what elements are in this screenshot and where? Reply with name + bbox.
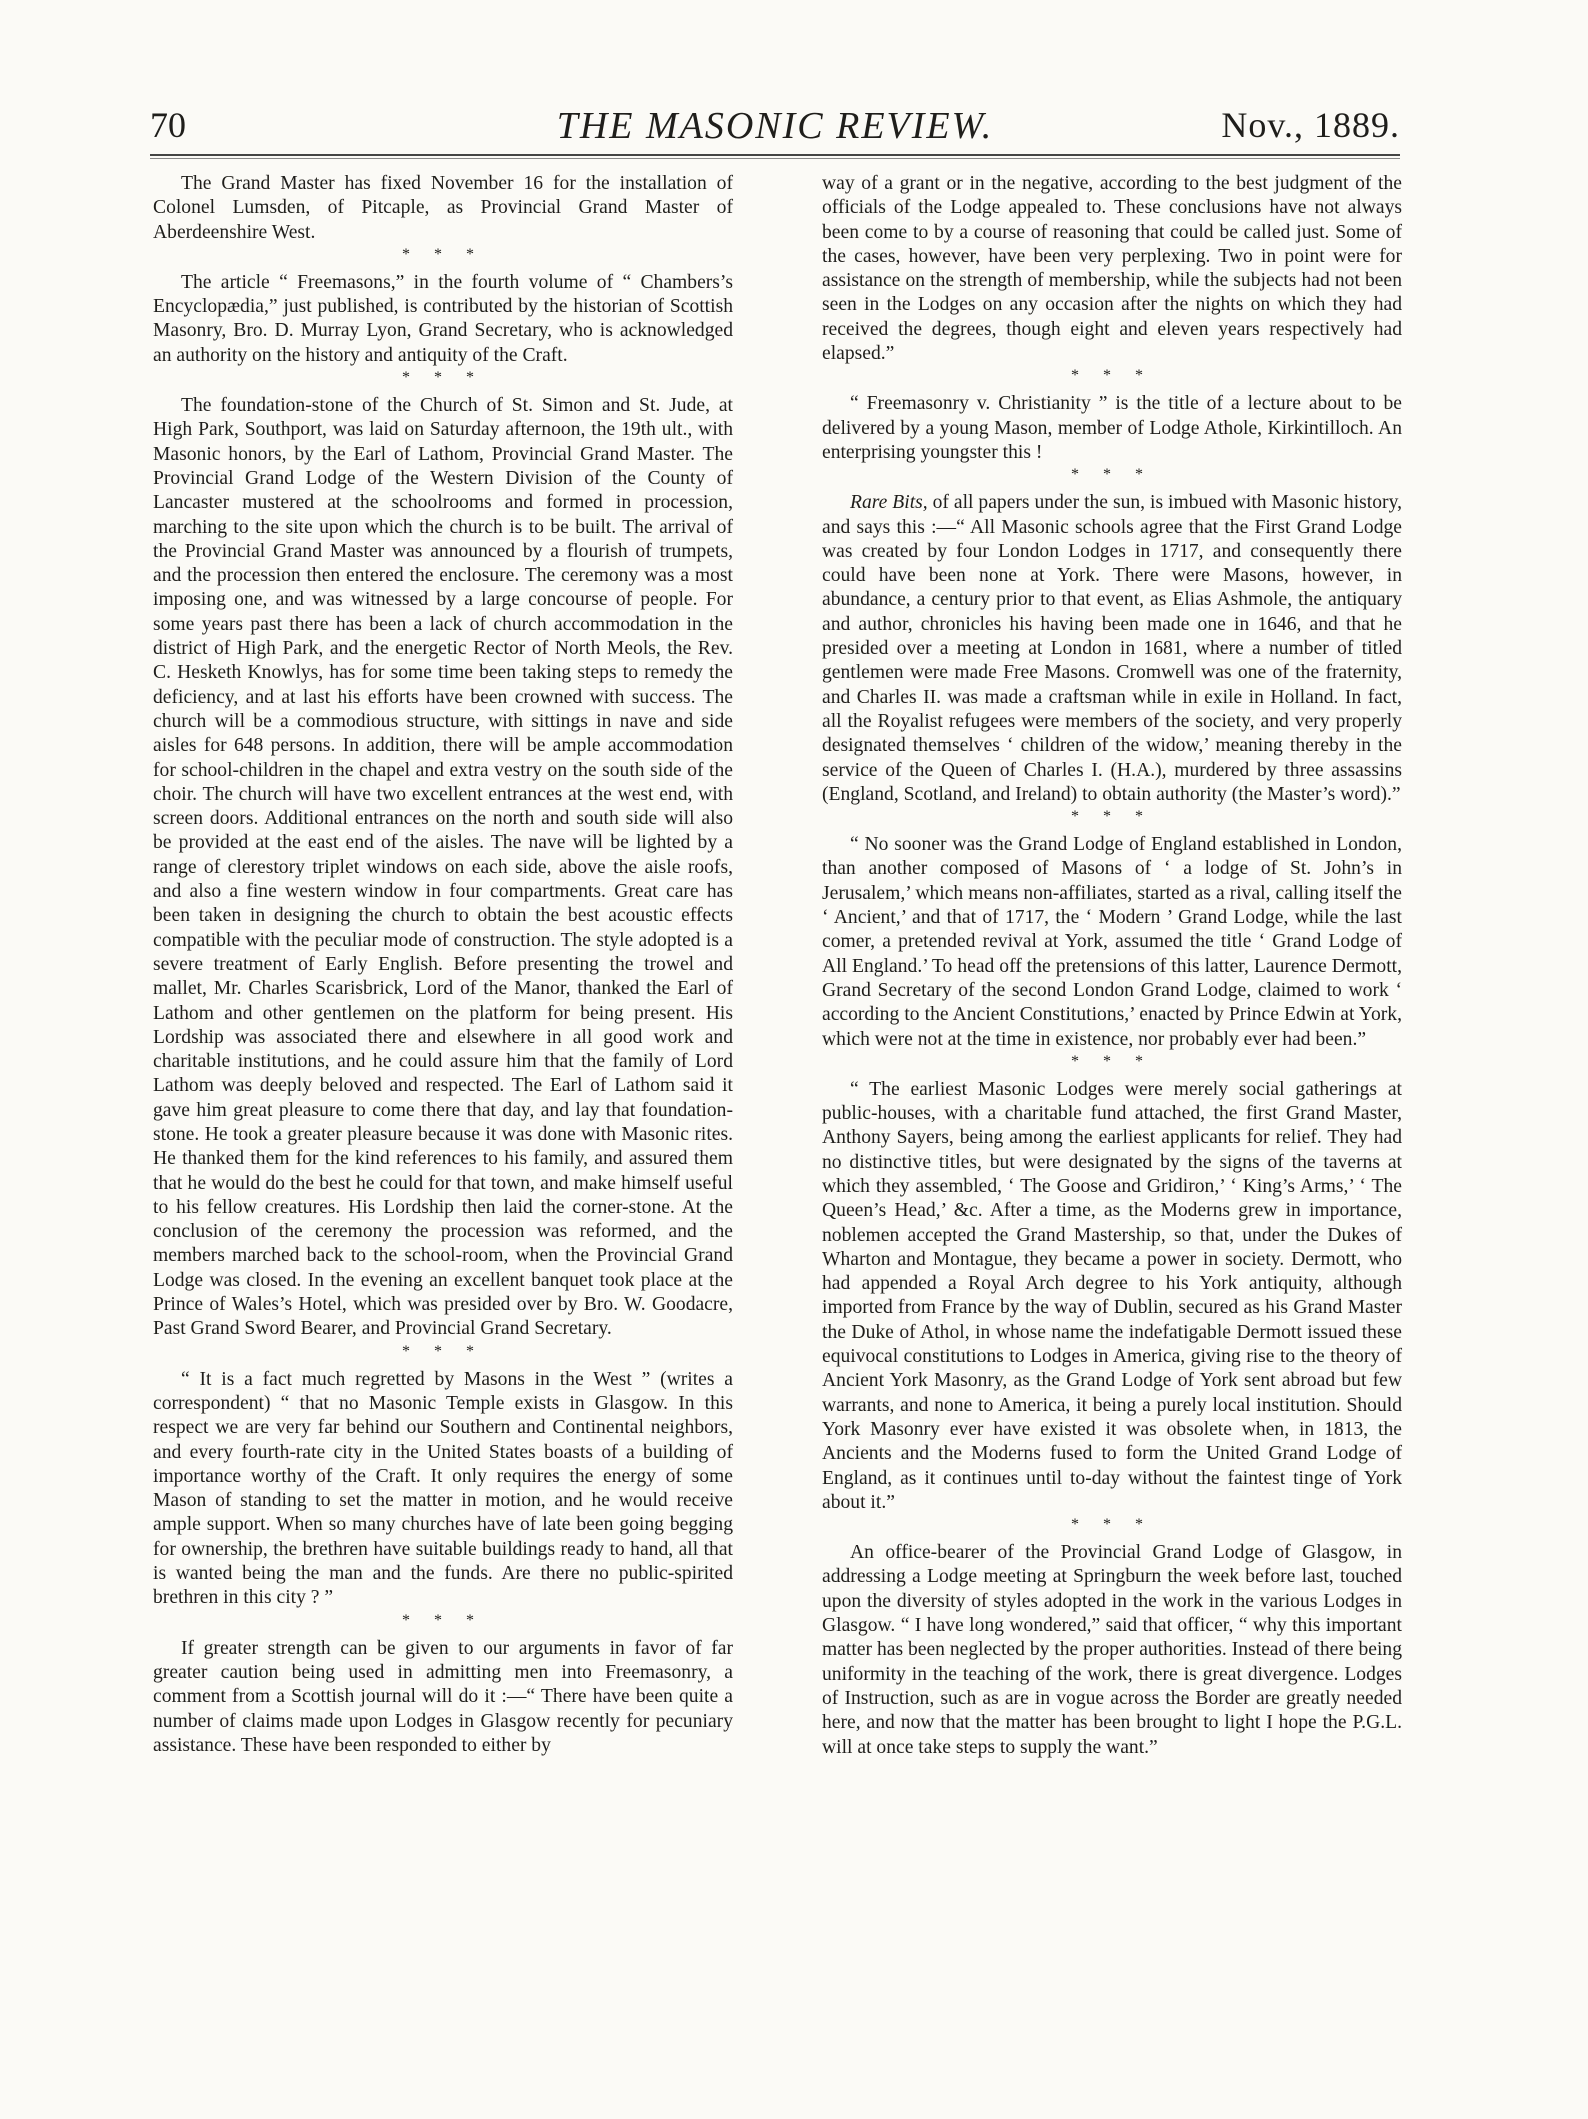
section-separator: * * * bbox=[402, 1342, 484, 1360]
right-column bbox=[822, 172, 1402, 1760]
paragraph-earliest-lodges: “ The earliest Masonic Lodges were merely social gatherings at public-houses, with a charitable fund attached, the first Grand Master, Anthony Sayers, being among the earliest applicants for relief. They had no distinctive titles, but were designated by the signs of the taverns at which they assembled, ‘ The Goose and Gridiron,’ ‘ King’s Arms,’ ‘ The Queen’s Head,’ &c. After a time, as the Moderns grew in importance, noblemen accepted the Grand Mastership, so that, under the Dukes of Wharton and Montague, they became a power in society. Dermott, who had appended a Royal Arch degree to his York antiquity, although imported from France by the way of Dublin, secured as his Grand Master the Duke of Athol, in whose name the indefatigable Dermott issued these equivocal constitutions to Lodges in America, giving rise to the theory of Ancient York Masonry, as the Grand Lodge of York sent abroad but few warrants, and none to America, it being a purely local institution. Should York Masonry ever have existed it was obsolete when, in 1813, the Ancients and the Moderns fused to form the United Grand Lodge of England, as it continues until to-day without the faintest tinge of York about it.” bbox=[822, 1078, 1402, 1513]
section-separator: * * * bbox=[1071, 466, 1153, 484]
paragraph-glasgow-temple: “ It is a fact much regretted by Masons in the West ” (writes a correspondent) “ that no Masonic Temple exists in Glasgow. In this respect we are very far behind our Southern and Continental neighbors, and every fourth-rate city in the United States boasts of a building of importance worthy of the Craft. It only requires the energy of some Mason of standing to set the matter in motion, and he would receive ample support. When so many churches have of late been going begging for ownership, the brethren have suitable buildings ready to hand, all that is wanted being the man and the funds. Are there no public-spirited brethren in this city ? ” bbox=[153, 1368, 733, 1609]
paragraph-continued: way of a grant or in the negative, according to the best judgment of the officials of the Lodge appealed to. These conclusions have not always been come to by a course of reasoning that could be called just. Some of the cases, however, have been very perplexing. Two in point were for assistance on the strength of membership, while the subjects had not been seen in the Lodges on any occasion after the nights on which they had received the degrees, though eight and eleven years respectively had elapsed.” bbox=[822, 173, 1402, 365]
paragraph-grand-lodge-rival: “ No sooner was the Grand Lodge of England established in London, than another composed of Masons of ‘ a lodge of St. John’s in Jerusalem,’ which means non-affiliates, started as a rival, calling itself the ‘ Ancient,’ and that of 1717, the ‘ Modern ’ Grand Lodge, while the last comer, a pretended revival at York, assumed the title ‘ Grand Lodge of All England.’ To head off the pretensions of this latter, Laurence Dermott, Grand Secretary of the second London Grand Lodge, claimed to work ‘ according to the Ancient Constitutions,’ enacted by Prince Edwin at York, which were not at the time in existence, nor probably ever had been.” bbox=[822, 834, 1402, 1050]
section-separator: * * * bbox=[1071, 367, 1153, 385]
running-title: THE MASONIC REVIEW. bbox=[556, 105, 994, 147]
header-rule bbox=[150, 154, 1400, 156]
page-number: 70 bbox=[150, 105, 186, 145]
section-separator: * * * bbox=[1071, 1052, 1153, 1070]
section-separator: * * * bbox=[1071, 808, 1153, 826]
section-separator: * * * bbox=[402, 1611, 484, 1629]
paragraph-rare-bits bbox=[822, 491, 1402, 807]
paragraph-foundation-stone: The foundation-stone of the Church of St. Simon and St. Jude, at High Park, Southport, was laid on Saturday afternoon, the 19th ult., with Masonic honors, by the Earl of Lathom, Provincial Grand Master. The Provincial Grand Lodge of the Western Division of the County of Lancaster mustered at the schoolrooms and formed in procession, marching to the site upon which the church is to be built. The arrival of the Provincial Grand Master was announced by a flourish of trumpets, and the procession then entered the enclosure. The ceremony was a most imposing one, and was witnessed by a large concourse of people. For some years past there has been a lack of church accommodation in the district of High Park, and the energetic Rector of North Meols, the Rev. C. Hesketh Knowlys, has for some time been taking steps to remedy the deficiency, and at last his efforts have been crowned with success. The church will be a commodious structure, with sittings in nave and side aisles for 648 persons. In addition, there will be ample accommodation for school-children in the chapel and extra vestry on the south side of the choir. The church will have two excellent entrances at the west end, with screen doors. Additional entrances on the north and south side will also be provided at the east end of the aisles. The nave will be lighted by a range of clerestory triplet windows on each side, above the aisle roofs, and also a fine western window in four compartments. Great care has been taken in designing the church to obtain the best acoustic effects compatible with the peculiar mode of construction. The style adopted is a severe treatment of Early English. Before presenting the trowel and mallet, Mr. Charles Scarisbrick, Lord of the Manor, thanked the Earl of Lathom and other gentlemen on the platform for being present. His Lordship was associated there and elsewhere in all good work and charitable institutions, and he could assure him that the family of Lord Lathom was deeply beloved and respected. The Earl of Lathom said it gave him great pleasure to come there that day, and lay that foundation-stone. He took a greater pleasure because it was done with Masonic rites. He thanked them for the kind references to his family, and assured them that he would do the best he could for that town, and make himself useful to his fellow creatures. His Lordship then laid the corner-stone. At the conclusion of the ceremony the procession was reformed, and the members marched back to the school-room, when the Provincial Grand Lodge was closed. In the evening an excellent banquet took place at the Prince of Wales’s Hotel, which was presided over by Bro. W. Goodacre, Past Grand Sword Bearer, and Provincial Grand Secretary. bbox=[153, 395, 733, 1340]
paragraph-installation: The Grand Master has fixed November 16 for the installation of Colonel Lumsden, of Pitcaple, as Provincial Grand Master of Aberdeenshire West. bbox=[153, 173, 733, 243]
paragraph-lecture: “ Freemasonry v. Christianity ” is the title of a lecture about to be delivered by a young Mason, member of Lodge Athole, Kirkintilloch. An enterprising youngster this ! bbox=[822, 393, 1402, 463]
publication-name: Rare Bits, bbox=[850, 492, 928, 514]
paragraph-caution: If greater strength can be given to our arguments in favor of far greater caution being used in admitting men into Freemasonry, a comment from a Scottish journal will do it :—“ There have been quite a number of claims made upon Lodges in Glasgow recently for pecuniary assistance. These have been responded to either by bbox=[153, 1637, 733, 1756]
paragraph-rare-bits-text: of all papers under the sun, is imbued with Masonic history, and says this :—“ All Masonic schools agree that the First Grand Lodge was created by four London Lodges in 1717, and consequently there could have been none at York. There were Masons, however, in abundance, a century prior to that event, as Elias Ashmole, the antiquary and author, chronicles his having been made one in 1646, and that he presided over a meeting at London in 1681, where a number of titled gentlemen were made Free Masons. Cromwell was one of the fraternity, and Charles II. was made a craftsman while in exile in Holland. In fact, all the Royalist refugees were members of the society, and very properly designated themselves ‘ children of the widow,’ meaning thereby in the service of the Queen of Charles I. (H.A.), murdered by three assassins (England, Scotland, and Ireland) to obtain authority (the Master’s word).” bbox=[822, 492, 1402, 805]
paragraph-office-bearer: An office-bearer of the Provincial Grand Lodge of Glasgow, in addressing a Lodge meeting at Springburn the week before last, touched upon the diversity of styles adopted in the work in the various Lodges in Glasgow. “ I have long wondered,” said that officer, “ why this important matter has been neglected by the proper authorities. Instead of there being uniformity in the teaching of the work, there is great divergence. Lodges of Instruction, such as are in vogue across the Border are greatly needed here, and now that the matter has been brought to light I hope the P.G.L. will at once take steps to supply the want.” bbox=[822, 1542, 1402, 1758]
section-separator: * * * bbox=[402, 245, 484, 263]
left-column bbox=[153, 172, 733, 1758]
section-separator: * * * bbox=[402, 369, 484, 387]
issue-date: Nov., 1889. bbox=[1221, 105, 1400, 145]
header-rule-thin bbox=[150, 158, 1400, 159]
section-separator: * * * bbox=[1071, 1516, 1153, 1534]
page-header bbox=[150, 104, 1400, 160]
paragraph-encyclopaedia: The article “ Freemasons,” in the fourth volume of “ Chambers’s Encyclopædia,” just published, is contributed by the historian of Scottish Masonry, Bro. D. Murray Lyon, Grand Secretary, who is acknowledged an authority on the history and antiquity of the Craft. bbox=[153, 271, 733, 366]
